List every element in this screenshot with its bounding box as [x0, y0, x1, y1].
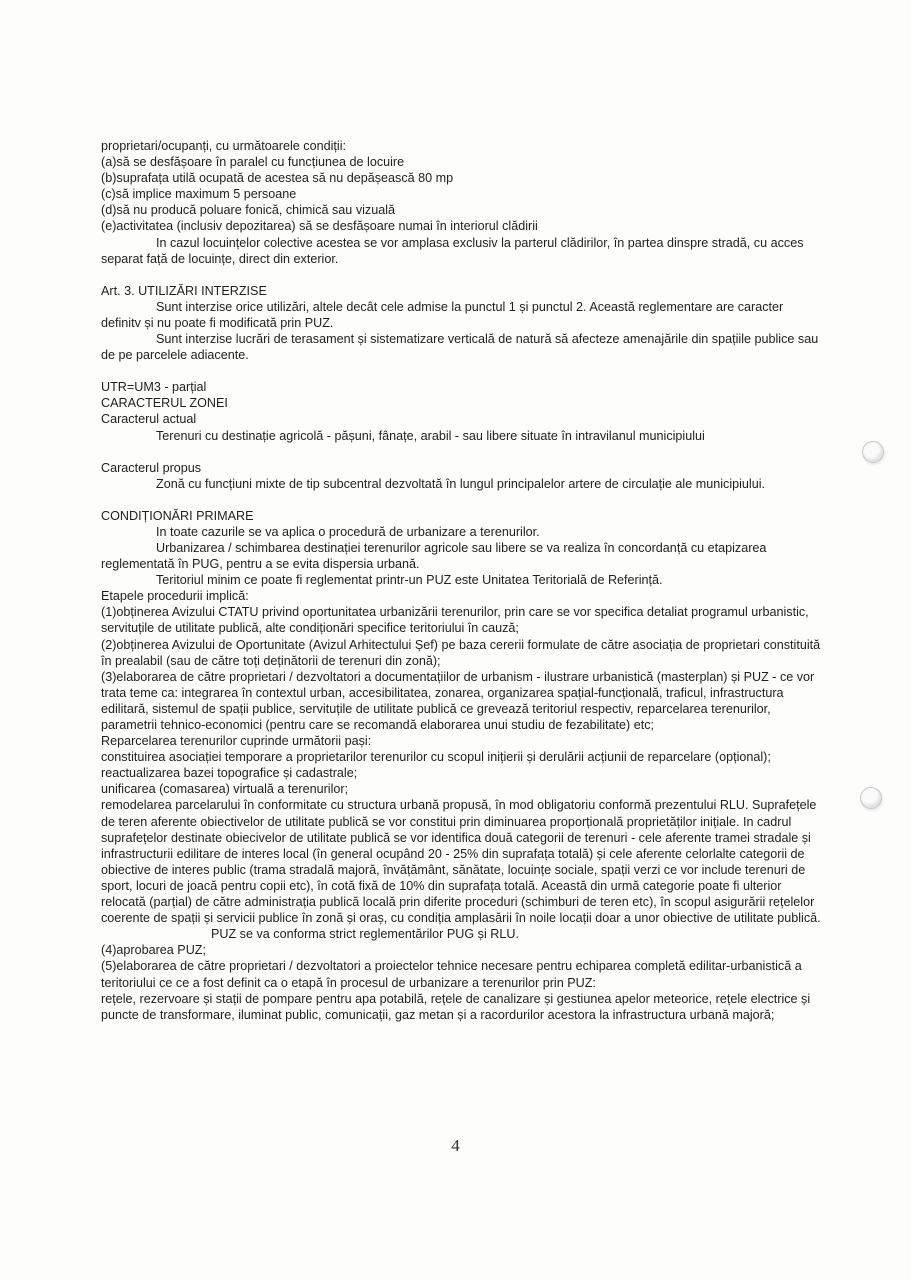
reparcelare-step: reactualizarea bazei topografice și cadastrale;: [101, 766, 358, 781]
subheading-caracterul-propus: Caracterul propus: [101, 460, 202, 475]
step-1: (1)obținerea Avizului CTATU privind oportunitatea urbanizării terenurilor, prin care se vor specifica detaliat programul urbanistic, servituțile de utilitate publică, alte condiționări specifice teritoriului în cauză;: [101, 605, 809, 636]
list-item-a: (a)să se desfășoare în paralel cu funcțiunea de locuire: [101, 155, 405, 170]
document-body: [101, 138, 825, 1023]
paragraph-caracterul-propus: Zonă cu funcțiuni mixte de tip subcentral dezvoltată în lungul principalelor artere de circulație ale municipiului.: [156, 476, 766, 491]
step-2: (2)obținerea Avizului de Oportunitate (Avizul Arhitectului Șef) pe baza cererii formulate de către asociația de proprietari constituită în prealabil (sau de către toți deținătorii de terenuri din zonă);: [101, 637, 821, 668]
punch-hole: [860, 787, 882, 809]
paragraph-procedura: In toate cazurile se va aplica o procedură de urbanizare a terenurilor.: [156, 524, 540, 539]
paragraph-teritoriul-minim: Teritoriul minim ce poate fi reglementat printr-un PUZ este Unitatea Teritorială de Referință.: [156, 573, 663, 588]
punch-hole: [862, 441, 884, 463]
step-3: (3)elaborarea de către proprietari / dezvoltatori a documentațiilor de urbanism - ilustrare urbanistică (masterplan) și PUZ - ce vor trata teme ca: integrarea în contextul urban, accesibilitatea, zonarea, organizarea spațial-funcțională, traficul, infrastructura edilitară, sistemul de spații publice, servituțile de utilitate publică ce grevează teritoriul respectiv, reparcelarea terenurilor, parametrii tehnico-economici (pentru care se recomandă elaborarea unui studiu de fezabilitate) etc;: [101, 669, 815, 732]
paragraph-terasament: Sunt interzise lucrări de terasament și sistematizare verticală de natură să afecteze amenajările din spațiile publice sau de pe parcelele adiacente.: [101, 332, 819, 363]
paragraph-retele: rețele, rezervoare și stații de pompare pentru apa potabilă, rețele de canalizare și gestiunea apelor meteorice, rețele electrice și puncte de transformare, iluminat public, comunicații, gaz metan și a racordurilor acestora la infrastructura urbană majoră;: [101, 991, 811, 1022]
paragraph-utilizari-interzise: Sunt interzise orice utilizări, altele decât cele admise la punctul 1 și punctul 2. Această reglementare are caracter definitv și nu poate fi modificată prin PUZ.: [101, 299, 784, 330]
list-item-d: (d)să nu producă poluare fonică, chimică sau vizuală: [101, 203, 396, 218]
reparcelare-step: unificarea (comasarea) virtuală a terenurilor;: [101, 782, 349, 797]
list-item-c: (c)să implice maximum 5 persoane: [101, 187, 297, 202]
subheading-caracterul-actual: Caracterul actual: [101, 412, 197, 427]
paragraph-reparcelarea: Reparcelarea terenurilor cuprinde următorii pași:: [101, 734, 372, 749]
paragraph-etapele: Etapele procedurii implică:: [101, 589, 249, 604]
section-heading-caracterul-zonei: CARACTERUL ZONEI: [101, 396, 228, 411]
step-4: (4)aprobarea PUZ;: [101, 943, 206, 958]
list-item-e: (e)activitatea (inclusiv depozitarea) să se desfășoare numai în interiorul clădirii: [101, 219, 538, 234]
paragraph-locuinte-colective: In cazul locuințelor colective acestea se vor amplasa exclusiv la parterul clădirilor, în partea dinspre stradă, cu acces separat față de locuințe, direct din exterior.: [101, 235, 804, 266]
section-heading-conditionari-primare: CONDIȚIONĂRI PRIMARE: [101, 508, 254, 523]
reparcelare-step: constituirea asociației temporare a proprietarilor terenurilor cu scopul inițierii și derulării acțiunii de reparcelare (opțional);: [101, 750, 771, 765]
utr-heading: UTR=UM3 - parțial: [101, 380, 207, 395]
paragraph-caracterul-actual: Terenuri cu destinație agricolă - pășuni, fânațe, arabil - sau libere situate în intravilanul municipiului: [156, 428, 705, 443]
paragraph-urbanizarea: Urbanizarea / schimbarea destinației terenurilor agricole sau libere se va realiza în concordanță cu etapizarea reglementată în PUG, pentru a se evita dispersia urbană.: [101, 540, 767, 572]
reparcelare-step: remodelarea parcelarului în conformitate cu structura urbană propusă, în mod obligatoriu conformă prezentului RLU. Suprafețele de teren aferente obiectivelor de utilitate publică se vor constitui prin diminuarea proporțională proprietăților inițiale. In cadrul suprafețelor destinate obiecivelor de utilitate publică se vor identifica două categorii de terenuri - cele aferente tramei stradale și infrastructurii edilitare de interes local (în general ocupând 20 - 25% din suprafața totală) și cele aferente celorlalte categorii de obiective de interes public (trama stradală majoră, învățământ, sănătate, locuințe sociale, spații verzi ce vor include terenuri de sport, locuri de joacă pentru copii etc), în cotă fixă de 10% din suprafața totală. Această din urmă categorie poate fi ulterior relocată (parțial) de către administrația publică locală prin diferite proceduri (schimburi de teren etc), în scopul asigurării rețelelor coerente de spații și servicii publice în zonă și oraș, cu condiția amplasării în noile locații doar a unor obiective de utilitate publică.: [101, 798, 821, 926]
list-item-b: (b)suprafața utilă ocupată de acestea să nu depășească 80 mp: [101, 171, 454, 186]
paragraph-puz-conformare: PUZ se va conforma strict reglementărilor PUG și RLU.: [211, 927, 519, 942]
article-heading: Art. 3. UTILIZĂRI INTERZISE: [101, 283, 267, 298]
page-number: 4: [451, 1136, 460, 1155]
text-line: proprietari/ocupanți, cu următoarele condiții:: [101, 139, 347, 153]
step-5: (5)elaborarea de către proprietari / dezvoltatori a proiectelor tehnice necesare pentru echiparea completă edilitar-urbanistică a teritoriului ce ce a fost definit ca o etapă în procesul de urbanizare a terenurilor prin PUZ:: [101, 959, 802, 990]
